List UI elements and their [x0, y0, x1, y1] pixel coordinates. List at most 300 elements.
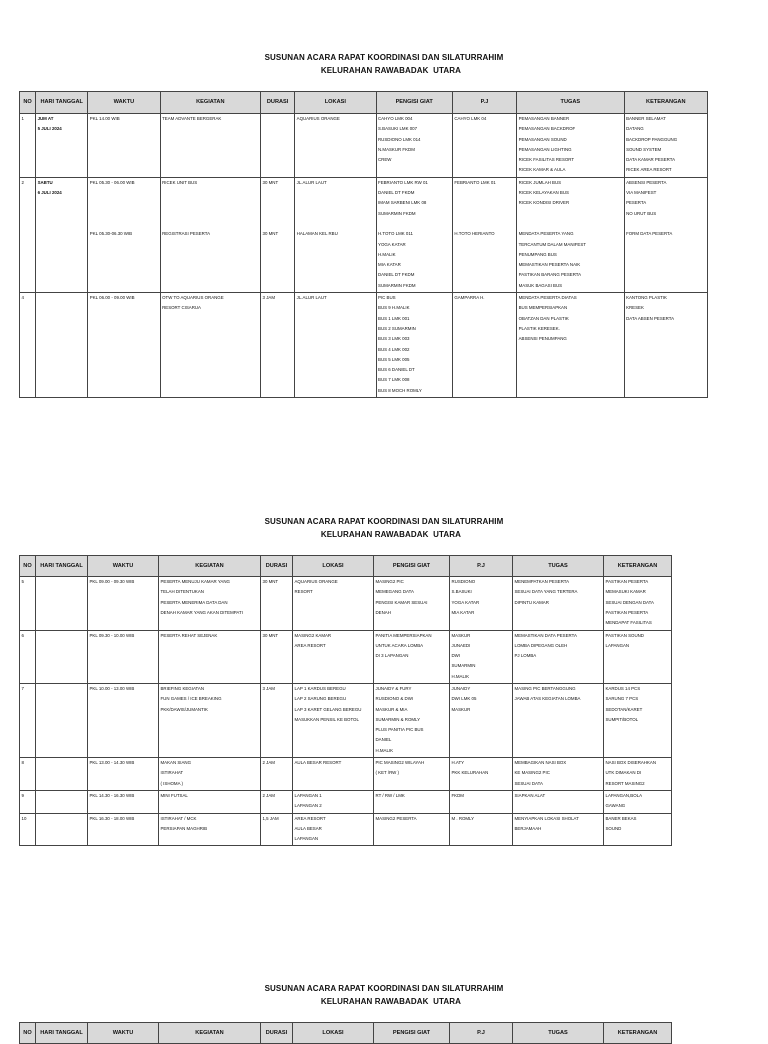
table-header-row: [20, 1023, 672, 1044]
cell-line: SOUND SYSTEM: [626, 146, 662, 152]
cell-line: KE MASING2 PIC: [514, 770, 550, 776]
person-in-charge-cell: [450, 577, 513, 631]
column-header: DURASI: [261, 92, 295, 114]
cell-line: YOGA KATAR: [378, 241, 406, 247]
activity-cell: [159, 630, 261, 684]
cell-line: PASTIKAN PESERTA: [605, 609, 649, 615]
person-in-charge-cell: [450, 630, 513, 684]
cell-line: SUMPIT/BOTOL: [605, 716, 639, 722]
cell-line: PASTIKAN PESERTA: [605, 579, 649, 584]
cell-line: RUSDIONO LMK 014: [378, 136, 421, 142]
cell-line: 2 JAM: [262, 792, 275, 798]
cell-line: FEBRIANTO LMK RW 01: [378, 179, 428, 185]
cell-line: PKK/DAWIS/JUMANTIK: [160, 706, 208, 712]
day-date-cell: [36, 758, 88, 791]
cell-line: 5: [21, 579, 24, 584]
cell-line: [38, 293, 86, 303]
notes-cell: [624, 114, 707, 178]
cell-line: PASTIKAN SOUND: [605, 632, 644, 638]
cell-line: M . ROMLY: [451, 815, 475, 821]
cell-line: PKL 16.30 - 18.00 WIB: [89, 815, 135, 821]
presenter-cell: [374, 790, 450, 813]
cell-line: [38, 791, 86, 801]
table-row: [20, 630, 672, 684]
title-line-1: SUSUNAN ACARA RAPAT KOORDINASI DAN SILATURRAHIM: [264, 984, 504, 993]
cell-line: PEMASANGAN LIGHTING: [518, 146, 572, 152]
schedule-table-3: [19, 1022, 672, 1044]
cell-line: PKL 09.00 - 09.30 WIB: [89, 579, 135, 584]
schedule-table-1: [19, 91, 708, 398]
location-cell: [295, 177, 376, 292]
cell-line: SARUNG 7 PCS: [605, 696, 639, 702]
notes-cell: [624, 177, 707, 292]
row-number: [20, 293, 36, 398]
day-date-cell: [36, 577, 88, 631]
column-header: P.J: [452, 92, 516, 114]
schedule-title-1: [0, 52, 768, 77]
cell-line: SESUAI DENGAN DATA: [605, 599, 654, 605]
cell-line: [263, 188, 293, 198]
cell-line: 3 JAM: [262, 295, 275, 301]
cell-line: H.MALIK: [375, 747, 394, 753]
cell-line: MASKUR: [451, 706, 471, 712]
cell-line: DENAH KAMAR YANG AKAN DITEMPATI: [160, 609, 243, 615]
cell-line: [90, 188, 158, 198]
person-in-charge-cell: [450, 790, 513, 813]
row-number: [20, 790, 36, 813]
cell-line: DATA ABSEN PESERTA: [626, 315, 675, 321]
cell-line: BACKDROP PANGGUNG: [626, 136, 678, 142]
cell-line: DANIEL DT FKDM: [378, 190, 415, 196]
table-header-row: [20, 556, 672, 577]
cell-line: MIA KATAR: [451, 609, 475, 615]
cell-line: PEMASANGAN BANNER: [518, 116, 570, 121]
cell-line: RICEK KONDISI DRIVER: [518, 200, 570, 206]
cell-line: DATA KAMAR PESERTA: [626, 157, 676, 163]
cell-line: [454, 188, 514, 198]
cell-line: RUSDIONO & DWI: [375, 696, 414, 702]
cell-line: N.MASKUR FKDM: [378, 146, 415, 152]
cell-line: FKDM: [451, 792, 464, 798]
cell-line: ISTIRAHAT / MCK: [160, 815, 197, 821]
cell-line: BANNER SELAMAT: [626, 116, 666, 121]
table-row: [20, 813, 672, 846]
task-cell: [517, 293, 624, 398]
column-header: HARI TANGGAL: [36, 92, 88, 114]
column-header: KETERANGAN: [604, 556, 672, 577]
column-header: LOKASI: [293, 556, 374, 577]
cell-line: [263, 114, 293, 124]
cell-line: TERCANTUM DALAM MANIFEST: [518, 241, 586, 247]
activity-cell: [159, 813, 261, 846]
location-cell: [293, 630, 374, 684]
cell-line: BUS 5 LMK 005: [378, 356, 410, 362]
cell-line: CAHYO LMK 04: [454, 116, 487, 121]
day-date-cell: [36, 114, 88, 178]
cell-line: PESERTA REHAT SEJENAK: [160, 632, 218, 638]
cell-line: PANITIA MEMPERSIAPKAN: [375, 632, 432, 638]
cell-line: MENEMPATKAN PESERTA: [514, 579, 570, 584]
presenter-cell: [374, 813, 450, 846]
duration-cell: [261, 114, 295, 178]
column-header: KEGIATAN: [160, 92, 260, 114]
title-line-1: SUSUNAN ACARA RAPAT KOORDINASI DAN SILATURRAHIM: [264, 53, 504, 62]
cell-line: [38, 577, 86, 587]
cell-line: CAHYO LMK 004: [378, 116, 413, 121]
cell-line: MEMBAGIKAN NASI BOX: [514, 760, 567, 766]
cell-line: SESUAI DATA: [514, 780, 543, 786]
cell-line: PLASTIK KERESEK.: [518, 325, 560, 331]
task-cell: [517, 114, 624, 178]
cell-line: JL.ALUR LAUT: [296, 179, 327, 185]
cell-line: S.BASUKI: [451, 589, 472, 595]
cell-line: MINI FUTSAL: [160, 792, 188, 798]
column-header: PENGISI GIAT: [374, 1023, 450, 1044]
cell-line: [90, 198, 158, 208]
cell-line: [297, 188, 374, 198]
duration-cell: [261, 177, 295, 292]
cell-line: DWI LMK 05: [451, 696, 477, 702]
cell-line: SIAPKAN ALAT: [514, 792, 546, 798]
cell-line: 10: [21, 815, 27, 821]
cell-line: 4: [21, 295, 24, 301]
cell-line: PENGISI KAMAR SESUAI: [375, 599, 428, 605]
cell-line: LAP 1 KARDUS BEREGU: [294, 686, 346, 691]
cell-line: BUS 3 LMK 003: [378, 336, 410, 342]
notes-cell: [604, 577, 672, 631]
cell-line: AQUARIUS ORANGE: [294, 579, 338, 584]
cell-line: MASING2 KAMAR: [294, 632, 332, 638]
cell-line: OBATZAN DAN PLASTIK: [518, 315, 569, 321]
cell-line: [162, 219, 258, 229]
cell-line: DI 3 LAPANGAN: [375, 653, 409, 659]
cell-line: BERJAMAAH: [514, 825, 542, 831]
cell-line: MASUKKAN PENSIL KE BOTOL: [294, 716, 359, 722]
cell-line: [519, 219, 622, 229]
cell-line: MENDATA PESERTA DIATAS: [518, 295, 577, 301]
time-cell: [88, 684, 159, 758]
cell-line: SOUND: [605, 825, 622, 831]
cell-line: PKL 05.30 - 06.00 WIB: [89, 179, 135, 185]
cell-line: SUMARMIN: [451, 663, 476, 669]
row-number: [20, 758, 36, 791]
location-cell: [293, 577, 374, 631]
duration-cell: [261, 577, 293, 631]
column-header: DURASI: [261, 1023, 293, 1044]
cell-line: 6: [21, 632, 24, 638]
cell-line: RT / RW / LMK: [375, 792, 405, 798]
task-cell: [513, 790, 604, 813]
cell-line: PKL 06.00 - 09.00 WIB: [89, 295, 135, 301]
cell-line: LAPANGAN 1: [294, 792, 322, 798]
cell-line: SUMARMIN & ROMLY: [375, 716, 421, 722]
cell-line: DENAH: [375, 609, 391, 615]
cell-line: DWI: [451, 653, 461, 659]
activity-cell: [159, 577, 261, 631]
location-cell: [293, 813, 374, 846]
time-cell: [88, 293, 160, 398]
cell-line: GAMPARRA H.: [454, 295, 485, 301]
cell-line: MIA KATAR: [378, 262, 401, 268]
column-header: KETERANGAN: [604, 1023, 672, 1044]
cell-line: NASI BOX DISERAHKAN: [605, 760, 657, 766]
cell-line: JUNAEDI: [451, 642, 471, 648]
cell-line: MENYIAPKAN LOKASI SHOLAT: [514, 815, 579, 821]
cell-line: FUN GAMES / ICE BREAKING: [160, 696, 222, 702]
cell-line: RICEK AREA RESORT: [626, 167, 672, 173]
notes-cell: [604, 790, 672, 813]
cell-line: S.BASUKI LMK 007: [378, 126, 418, 132]
cell-line: BUS 7 LMK 008: [378, 377, 410, 383]
table-header-row: [20, 92, 708, 114]
cell-line: ABSENSI PENUMPANG: [518, 336, 567, 342]
cell-line: [454, 209, 514, 219]
cell-line: MEMEGANG DATA: [375, 589, 414, 595]
cell-line: 30 MNT: [262, 579, 279, 584]
cell-line: [519, 209, 622, 219]
cell-line: 5 JULI 2024: [37, 126, 62, 132]
cell-line: [162, 198, 258, 208]
task-cell: [513, 630, 604, 684]
cell-line: LAP 3 KARET GELANG BEREGU: [294, 706, 362, 712]
day-date-cell: [36, 813, 88, 846]
cell-line: BUS 6 DANIEL DT: [378, 367, 415, 373]
task-cell: [513, 758, 604, 791]
time-cell: [88, 758, 159, 791]
activity-cell: [159, 790, 261, 813]
title-line-1: SUSUNAN ACARA RAPAT KOORDINASI DAN SILATURRAHIM: [264, 517, 504, 526]
cell-line: PKL 10.00 - 13.00 WIB: [89, 686, 135, 691]
row-number: [20, 577, 36, 631]
cell-line: TELAH DITENTUKAN: [160, 589, 204, 595]
day-date-cell: [36, 177, 88, 292]
duration-cell: [261, 758, 293, 791]
cell-line: PESERTA MENERIMA DATA DAN: [160, 599, 228, 605]
cell-line: AULA BESAR RESORT: [294, 760, 342, 766]
cell-line: LAPANGAN: [605, 642, 630, 648]
cell-line: DANIEL DT FKDM: [378, 272, 415, 278]
person-in-charge-cell: [450, 758, 513, 791]
cell-line: JUNAIDY & FURY: [375, 686, 412, 691]
column-header: TUGAS: [513, 1023, 604, 1044]
day-date-cell: [36, 684, 88, 758]
cell-line: RICEK UNIT BUS: [162, 179, 198, 185]
time-cell: [88, 114, 160, 178]
activity-cell: [160, 293, 260, 398]
cell-line: MASUK BAGASI BUS: [518, 282, 563, 288]
cell-line: [454, 219, 514, 229]
column-header: NO: [20, 556, 36, 577]
cell-line: LAP 2 SARUNG BEREGU: [294, 696, 347, 702]
cell-line: PENUMPANG BUS: [518, 251, 557, 257]
cell-line: MASING2 PESERTA: [375, 815, 417, 821]
task-cell: [513, 577, 604, 631]
cell-line: RICEK KAMAR & AULA: [518, 167, 566, 173]
cell-line: H.MALIK: [378, 251, 396, 257]
cell-line: JL.ALUR LAUT: [296, 295, 327, 301]
duration-cell: [261, 813, 293, 846]
day-date-cell: [36, 293, 88, 398]
cell-line: FEBRIANTO LMK 01: [454, 179, 496, 185]
time-cell: [88, 790, 159, 813]
cell-line: PJ LOMBA: [514, 653, 537, 659]
cell-line: HALAMAN KEL RBU: [296, 231, 338, 237]
cell-line: SUMARMIN FKDM: [378, 282, 416, 288]
column-header: NO: [20, 92, 36, 114]
cell-line: CREW: [378, 157, 392, 163]
schedule-table-2: [19, 555, 672, 846]
cell-line: PLUS PANITIA PIC BUS: [375, 727, 424, 733]
cell-line: OTW TO AQUARIUS ORANGE: [162, 295, 224, 301]
cell-line: PKL 13.00 - 14.30 WIB: [89, 760, 135, 766]
cell-line: RICEK FASILITAS RESORT: [518, 157, 575, 163]
table-row: [20, 577, 672, 631]
cell-line: 30 MNT: [262, 632, 279, 638]
row-number: [20, 114, 36, 178]
table-row: [20, 293, 708, 398]
cell-line: MEMASUKI KAMAR: [605, 589, 646, 595]
column-header: WAKTU: [88, 92, 160, 114]
cell-line: 9: [21, 792, 24, 798]
cell-line: BUS 1 LMK 001: [378, 315, 410, 321]
cell-line: PERSIAPAN MAGHRIB: [160, 825, 208, 831]
presenter-cell: [376, 293, 452, 398]
cell-line: SABTU: [37, 179, 53, 185]
column-header: TUGAS: [517, 92, 624, 114]
column-header: NO: [20, 1023, 36, 1044]
cell-line: RESORT: [294, 589, 313, 595]
cell-line: [162, 209, 258, 219]
cell-line: AREA RESORT: [294, 642, 326, 648]
cell-line: [38, 684, 86, 694]
location-cell: [293, 790, 374, 813]
cell-line: DIPINTU KAMAR: [514, 599, 549, 605]
cell-line: [378, 219, 450, 229]
notes-cell: [604, 758, 672, 791]
person-in-charge-cell: [450, 813, 513, 846]
cell-line: RESORT MASING2: [605, 780, 645, 786]
cell-line: JAWAB ATAS KEGIATAN LOMBA: [514, 696, 581, 702]
row-number: [20, 177, 36, 292]
activity-cell: [160, 177, 260, 292]
notes-cell: [624, 293, 707, 398]
cell-line: FORM DATA PESERTA: [626, 231, 673, 237]
table-row: [20, 177, 708, 292]
cell-line: LAPANGAN: [294, 836, 319, 842]
table-row: [20, 790, 672, 813]
cell-line: AQUARIUS ORANGE: [296, 116, 340, 121]
cell-line: GAWANG: [605, 803, 626, 809]
column-header: DURASI: [261, 556, 293, 577]
cell-line: 1: [21, 116, 24, 121]
cell-line: PASTIKAN BARANG PESERTA: [518, 272, 582, 278]
time-cell: [88, 177, 160, 292]
cell-line: RUSDIONO: [451, 579, 476, 584]
cell-line: PKL 14.00 WIB: [89, 116, 120, 121]
column-header: KEGIATAN: [159, 556, 261, 577]
day-date-cell: [36, 630, 88, 684]
cell-line: PKK KELURAHAN: [451, 770, 489, 776]
location-cell: [293, 684, 374, 758]
cell-line: BANER BEKAS: [605, 815, 637, 821]
duration-cell: [261, 630, 293, 684]
cell-line: PEMASANGAN SOUND: [518, 136, 567, 142]
cell-line: BUS 2 SUMARMIN: [378, 325, 416, 331]
schedule-title-2: [0, 516, 768, 541]
person-in-charge-cell: [452, 293, 516, 398]
cell-line: LOMBA DIPEGANG OLEH: [514, 642, 568, 648]
cell-line: KANTONG PLASTIK: [626, 295, 667, 301]
cell-line: KARDUS 14 PCS: [605, 686, 641, 691]
cell-line: 2 JAM: [262, 760, 275, 766]
cell-line: [297, 219, 374, 229]
cell-line: MENDATA PESERTA YANG: [518, 231, 574, 237]
cell-line: [263, 209, 293, 219]
column-header: P.J: [450, 556, 513, 577]
time-cell: [88, 577, 159, 631]
cell-line: 3 JAM: [262, 686, 275, 691]
location-cell: [295, 114, 376, 178]
cell-line: [90, 209, 158, 219]
column-header: KEGIATAN: [159, 1023, 261, 1044]
cell-line: MEMASTIKAN PESERTA NAIK: [518, 262, 581, 268]
column-header: P.J: [450, 1023, 513, 1044]
cell-line: SEDOTAN/KARET: [605, 706, 643, 712]
cell-line: [38, 631, 86, 641]
duration-cell: [261, 790, 293, 813]
task-cell: [513, 684, 604, 758]
presenter-cell: [374, 630, 450, 684]
activity-cell: [160, 114, 260, 178]
cell-line: 6 JULI 2024: [37, 190, 62, 196]
cell-line: [626, 219, 705, 229]
cell-line: PIC MASING2 WILAYAH: [375, 760, 425, 766]
activity-cell: [159, 758, 261, 791]
table-row: [20, 684, 672, 758]
cell-line: AREA RESORT: [294, 815, 326, 821]
cell-line: PEMASANGAN BACKDROF: [518, 126, 576, 132]
cell-line: 1,5 JAM: [262, 815, 279, 821]
presenter-cell: [374, 684, 450, 758]
cell-line: KRESEK: [626, 305, 644, 311]
cell-line: 2: [21, 179, 24, 185]
cell-line: LAPANGAN 2: [294, 803, 322, 809]
table-row: [20, 758, 672, 791]
cell-line: MASING PIC BERTANGGUNG: [514, 686, 576, 691]
duration-cell: [261, 684, 293, 758]
cell-line: UNTUK ACARA LOMBA: [375, 642, 424, 648]
cell-line: [90, 219, 158, 229]
activity-cell: [159, 684, 261, 758]
cell-line: BRIEFING KEGIATAN: [160, 686, 205, 691]
cell-line: [263, 219, 293, 229]
task-cell: [513, 813, 604, 846]
cell-line: VIA MANIFEST: [626, 190, 657, 196]
cell-line: [263, 198, 293, 208]
cell-line: H.TOTO LMK 011: [378, 231, 413, 237]
cell-line: MEMASTIKAN DATA PESERTA: [514, 632, 577, 638]
cell-line: PIC BUS: [378, 295, 396, 301]
time-cell: [88, 630, 159, 684]
row-number: [20, 813, 36, 846]
time-cell: [88, 813, 159, 846]
cell-line: H.MALIK: [451, 673, 470, 679]
cell-line: 7: [21, 686, 24, 691]
cell-line: 30 MNT: [262, 231, 279, 237]
cell-line: JUNAIDY: [451, 686, 471, 691]
column-header: LOKASI: [293, 1023, 374, 1044]
cell-line: DATANG: [626, 126, 644, 132]
